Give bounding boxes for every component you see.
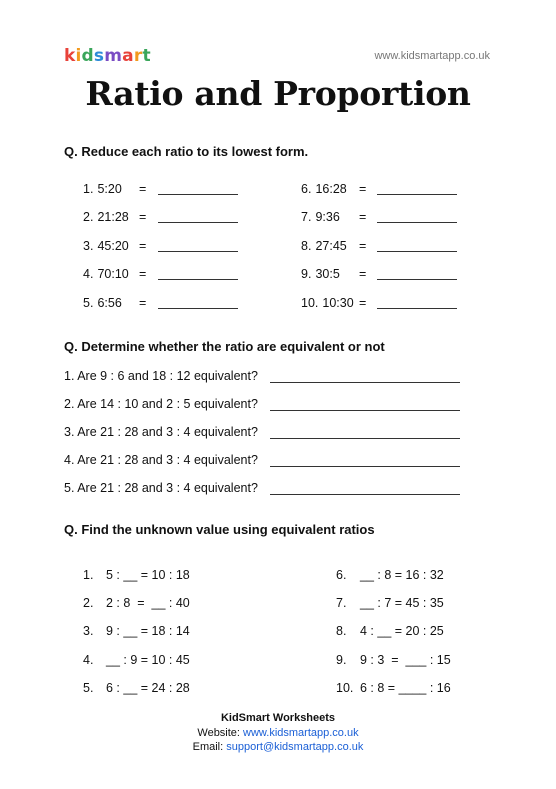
ratio-value: 9:36 [315, 210, 340, 224]
item-number: 8. [336, 624, 347, 638]
equals-sign: = [359, 267, 367, 281]
logo-letter: m [104, 46, 123, 66]
logo-letter: a [122, 46, 134, 66]
equals-sign: = [359, 296, 367, 310]
ratio-value: 10:30 [322, 296, 354, 310]
equals-sign: = [139, 210, 147, 224]
answer-line[interactable] [270, 382, 460, 383]
equals-sign: = [359, 182, 367, 196]
logo-letter: r [133, 46, 143, 66]
answer-line[interactable] [158, 194, 238, 195]
header-url: www.kidsmartapp.co.uk [374, 50, 490, 62]
unknown-ratio-expression: 6 : 8 = ____ : 16 [360, 681, 451, 695]
logo-letter: d [81, 46, 94, 66]
ratio-value: 5:20 [97, 182, 122, 196]
equivalence-question: 5. Are 21 : 28 and 3 : 4 equivalent? [64, 481, 258, 495]
item-number: 9. [301, 267, 312, 281]
item-number: 7. [336, 596, 347, 610]
equals-sign: = [139, 182, 147, 196]
unknown-ratio-expression: 5 : __ = 10 : 18 [106, 568, 190, 582]
ratio-value: 27:45 [315, 239, 347, 253]
equals-sign: = [139, 296, 147, 310]
item-number: 6. [301, 182, 312, 196]
answer-line[interactable] [158, 251, 238, 252]
logo-letter: i [75, 46, 82, 66]
unknown-ratio-expression: __ : 8 = 16 : 32 [360, 568, 444, 582]
unknown-ratio-expression: 9 : 3 = ___ : 15 [360, 653, 451, 667]
answer-line[interactable] [270, 410, 460, 411]
equals-sign: = [359, 239, 367, 253]
equals-sign: = [139, 267, 147, 281]
answer-line[interactable] [377, 279, 457, 280]
item-number: 9. [336, 653, 347, 667]
ratio-item [83, 209, 129, 225]
equivalence-question: 1. Are 9 : 6 and 18 : 12 equivalent? [64, 369, 258, 383]
logo-letter: k [64, 46, 76, 66]
item-number: 3. [83, 239, 94, 253]
answer-line[interactable] [377, 308, 457, 309]
answer-line[interactable] [377, 251, 457, 252]
unknown-ratio-expression: 9 : __ = 18 : 14 [106, 624, 190, 638]
answer-line[interactable] [377, 194, 457, 195]
item-number: 10. [301, 296, 319, 310]
section2-question: Q. Determine whether the ratio are equivalent or not [64, 339, 385, 354]
kidsmart-logo [64, 46, 151, 66]
item-number: 2. [83, 210, 94, 224]
answer-line[interactable] [158, 308, 238, 309]
ratio-value: 21:28 [97, 210, 129, 224]
page-title: Ratio and Proportion [85, 74, 471, 113]
footer-email-label: Email: [192, 741, 224, 753]
answer-line[interactable] [158, 222, 238, 223]
footer-website-label: Website: [197, 727, 240, 739]
footer-website-link[interactable]: www.kidsmartapp.co.uk [243, 727, 359, 739]
ratio-item [301, 181, 347, 197]
ratio-value: 6:56 [97, 296, 122, 310]
ratio-item [83, 238, 129, 254]
ratio-item [83, 181, 122, 197]
section3-question: Q. Find the unknown value using equivalent ratios [64, 522, 375, 537]
item-number: 8. [301, 239, 312, 253]
equals-sign: = [139, 239, 147, 253]
unknown-ratio-expression: __ : 7 = 45 : 35 [360, 596, 444, 610]
ratio-item [301, 209, 340, 225]
footer-brand: KidSmart Worksheets [220, 712, 336, 724]
answer-line[interactable] [270, 466, 460, 467]
ratio-item [301, 238, 347, 254]
equivalence-question: 4. Are 21 : 28 and 3 : 4 equivalent? [64, 453, 258, 467]
footer-email-link[interactable]: support@kidsmartapp.co.uk [226, 741, 364, 753]
logo-letter: t [142, 46, 151, 66]
item-number: 5. [83, 296, 94, 310]
ratio-value: 16:28 [315, 182, 347, 196]
item-number: 5. [83, 681, 94, 695]
answer-line[interactable] [377, 222, 457, 223]
item-number: 1. [83, 182, 94, 196]
footer-email [0, 741, 556, 753]
equivalence-question: 2. Are 14 : 10 and 2 : 5 equivalent? [64, 397, 258, 411]
ratio-item [83, 295, 122, 311]
ratio-item [301, 266, 340, 282]
item-number: 7. [301, 210, 312, 224]
footer-website [0, 727, 556, 739]
unknown-ratio-expression: __ : 9 = 10 : 45 [106, 653, 190, 667]
unknown-ratio-expression: 2 : 8 = __ : 40 [106, 596, 190, 610]
section1-question: Q. Reduce each ratio to its lowest form. [64, 144, 309, 159]
ratio-value: 30:5 [315, 267, 340, 281]
ratio-value: 45:20 [97, 239, 129, 253]
logo-letter: s [93, 46, 105, 66]
item-number: 6. [336, 568, 347, 582]
item-number: 10. [336, 681, 354, 695]
unknown-ratio-expression: 4 : __ = 20 : 25 [360, 624, 444, 638]
ratio-item [83, 266, 129, 282]
equals-sign: = [359, 210, 367, 224]
unknown-ratio-expression: 6 : __ = 24 : 28 [106, 681, 190, 695]
item-number: 4. [83, 267, 94, 281]
answer-line[interactable] [270, 438, 460, 439]
item-number: 1. [83, 568, 94, 582]
item-number: 4. [83, 653, 94, 667]
answer-line[interactable] [158, 279, 238, 280]
answer-line[interactable] [270, 494, 460, 495]
item-number: 3. [83, 624, 94, 638]
item-number: 2. [83, 596, 94, 610]
ratio-item [301, 295, 354, 311]
equivalence-question: 3. Are 21 : 28 and 3 : 4 equivalent? [64, 425, 258, 439]
ratio-value: 70:10 [97, 267, 129, 281]
